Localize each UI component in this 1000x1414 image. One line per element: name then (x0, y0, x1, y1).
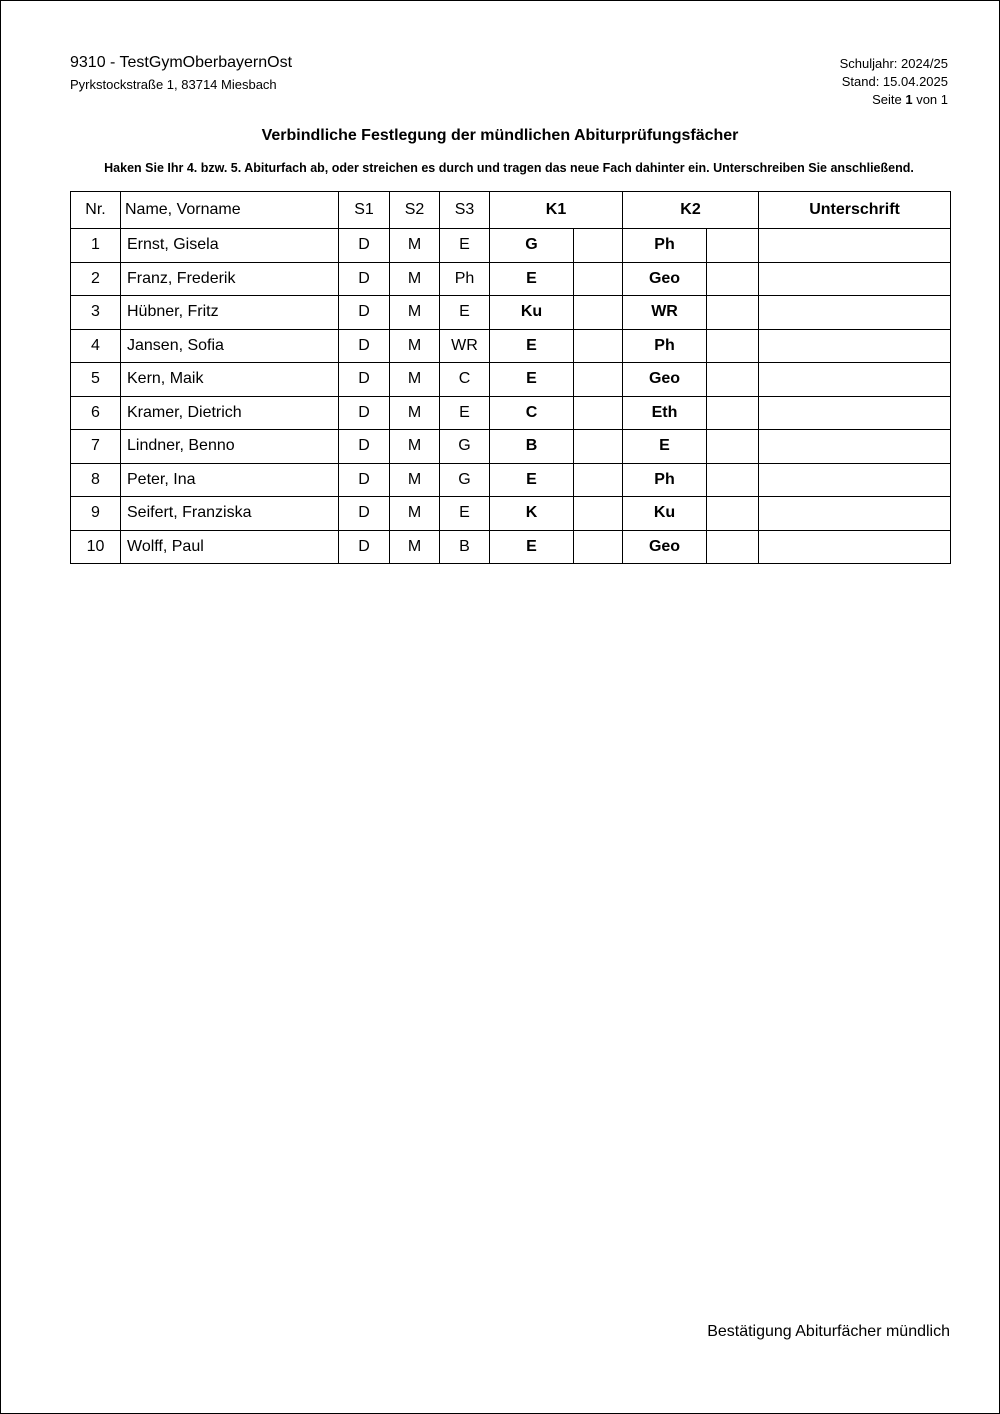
header-nr: Nr. (71, 192, 121, 229)
row-s2: M (390, 430, 440, 464)
row-nr: 3 (71, 296, 121, 330)
table-row (71, 497, 951, 531)
instruction-text: Haken Sie Ihr 4. bzw. 5. Abiturfach ab, oder streichen es durch und tragen das neue Fach dahinter ein. Unterschreiben Sie anschließend. (104, 161, 914, 175)
row-k2: Geo (623, 262, 707, 296)
row-k2-check[interactable] (707, 229, 759, 263)
row-s1: D (339, 530, 390, 564)
row-k1: E (490, 262, 574, 296)
school-address: Pyrkstockstraße 1, 83714 Miesbach (70, 77, 277, 92)
row-nr: 5 (71, 363, 121, 397)
row-s2: M (390, 530, 440, 564)
row-s1: D (339, 363, 390, 397)
header-name: Name, Vorname (121, 192, 339, 229)
row-k1: C (490, 396, 574, 430)
row-k1-check[interactable] (574, 396, 623, 430)
row-k2-check[interactable] (707, 530, 759, 564)
table-row (71, 329, 951, 363)
row-signature[interactable] (759, 296, 951, 330)
row-k1: K (490, 497, 574, 531)
header-s1: S1 (339, 192, 390, 229)
status-date: Stand: 15.04.2025 (841, 74, 948, 89)
row-k2: Ku (623, 497, 707, 531)
header-k2: K2 (623, 192, 759, 229)
row-k2-check[interactable] (707, 463, 759, 497)
row-s3: C (440, 363, 490, 397)
table-row (71, 363, 951, 397)
header-signature: Unterschrift (759, 192, 951, 229)
row-k1-check[interactable] (574, 430, 623, 464)
table-row (71, 229, 951, 263)
row-k2: WR (623, 296, 707, 330)
row-k1: E (490, 363, 574, 397)
row-signature[interactable] (759, 262, 951, 296)
table-row (71, 430, 951, 464)
row-s1: D (339, 463, 390, 497)
row-s1: D (339, 329, 390, 363)
row-k1-check[interactable] (574, 262, 623, 296)
row-k1: G (490, 229, 574, 263)
row-s3: E (440, 396, 490, 430)
row-k2-check[interactable] (707, 262, 759, 296)
row-name: Kern, Maik (121, 363, 339, 397)
row-k1-check[interactable] (574, 463, 623, 497)
row-s3: WR (440, 329, 490, 363)
row-signature[interactable] (759, 363, 951, 397)
row-k1-check[interactable] (574, 329, 623, 363)
table-row (71, 262, 951, 296)
page-indicator (840, 91, 948, 109)
row-k2-check[interactable] (707, 296, 759, 330)
row-k2-check[interactable] (707, 396, 759, 430)
row-nr: 4 (71, 329, 121, 363)
row-k1: B (490, 430, 574, 464)
document-meta (840, 55, 948, 109)
row-nr: 10 (71, 530, 121, 564)
row-k1-check[interactable] (574, 363, 623, 397)
table-row (71, 396, 951, 430)
header-k1: K1 (490, 192, 623, 229)
row-s1: D (339, 497, 390, 531)
row-s2: M (390, 229, 440, 263)
row-k1: E (490, 463, 574, 497)
row-k2-check[interactable] (707, 497, 759, 531)
row-k1: E (490, 329, 574, 363)
row-nr: 9 (71, 497, 121, 531)
row-name: Seifert, Franziska (121, 497, 339, 531)
row-nr: 8 (71, 463, 121, 497)
row-s2: M (390, 363, 440, 397)
row-k1-check[interactable] (574, 497, 623, 531)
row-s1: D (339, 296, 390, 330)
row-s2: M (390, 262, 440, 296)
row-k2: Ph (623, 229, 707, 263)
school-year: Schuljahr: 2024/25 (839, 56, 948, 71)
row-k2: Ph (623, 463, 707, 497)
row-k2: Ph (623, 329, 707, 363)
row-s2: M (390, 329, 440, 363)
row-k2: E (623, 430, 707, 464)
row-name: Wolff, Paul (121, 530, 339, 564)
row-s1: D (339, 262, 390, 296)
row-k1-check[interactable] (574, 229, 623, 263)
row-s2: M (390, 396, 440, 430)
row-s1: D (339, 430, 390, 464)
row-signature[interactable] (759, 396, 951, 430)
row-signature[interactable] (759, 229, 951, 263)
page-suffix: von 1 (916, 92, 948, 107)
row-k1-check[interactable] (574, 530, 623, 564)
row-nr: 2 (71, 262, 121, 296)
row-nr: 1 (71, 229, 121, 263)
row-s3: G (440, 430, 490, 464)
row-s3: Ph (440, 262, 490, 296)
row-k1: Ku (490, 296, 574, 330)
school-name: 9310 - TestGymOberbayernOst (70, 54, 293, 71)
row-name: Ernst, Gisela (121, 229, 339, 263)
row-s3: G (440, 463, 490, 497)
row-k2-check[interactable] (707, 430, 759, 464)
row-name: Jansen, Sofia (121, 329, 339, 363)
row-s2: M (390, 296, 440, 330)
page-prefix: Seite (872, 92, 902, 107)
page-number: 1 (905, 92, 913, 107)
row-k2: Eth (623, 396, 707, 430)
header-s3: S3 (440, 192, 490, 229)
row-s3: E (440, 229, 490, 263)
table-row (71, 296, 951, 330)
row-s1: D (339, 229, 390, 263)
table-row (71, 463, 951, 497)
row-signature[interactable] (759, 530, 951, 564)
row-s2: M (390, 497, 440, 531)
row-nr: 7 (71, 430, 121, 464)
subjects-table (70, 191, 951, 564)
row-k2-check[interactable] (707, 329, 759, 363)
row-k2: Geo (623, 363, 707, 397)
row-s3: B (440, 530, 490, 564)
row-k1: E (490, 530, 574, 564)
row-signature[interactable] (759, 329, 951, 363)
row-s3: E (440, 497, 490, 531)
row-s3: E (440, 296, 490, 330)
row-name: Hübner, Fritz (121, 296, 339, 330)
row-signature[interactable] (759, 497, 951, 531)
row-s1: D (339, 396, 390, 430)
row-k2: Geo (623, 530, 707, 564)
row-name: Lindner, Benno (121, 430, 339, 464)
row-name: Kramer, Dietrich (121, 396, 339, 430)
row-name: Franz, Frederik (121, 262, 339, 296)
table-header-row (71, 192, 951, 229)
row-s2: M (390, 463, 440, 497)
row-signature[interactable] (759, 463, 951, 497)
row-nr: 6 (71, 396, 121, 430)
table-row (71, 530, 951, 564)
row-k2-check[interactable] (707, 363, 759, 397)
row-k1-check[interactable] (574, 296, 623, 330)
row-signature[interactable] (759, 430, 951, 464)
header-s2: S2 (390, 192, 440, 229)
row-name: Peter, Ina (121, 463, 339, 497)
footer-label: Bestätigung Abiturfächer mündlich (707, 1323, 950, 1340)
document-title: Verbindliche Festlegung der mündlichen Abiturprüfungsfächer (261, 127, 739, 144)
